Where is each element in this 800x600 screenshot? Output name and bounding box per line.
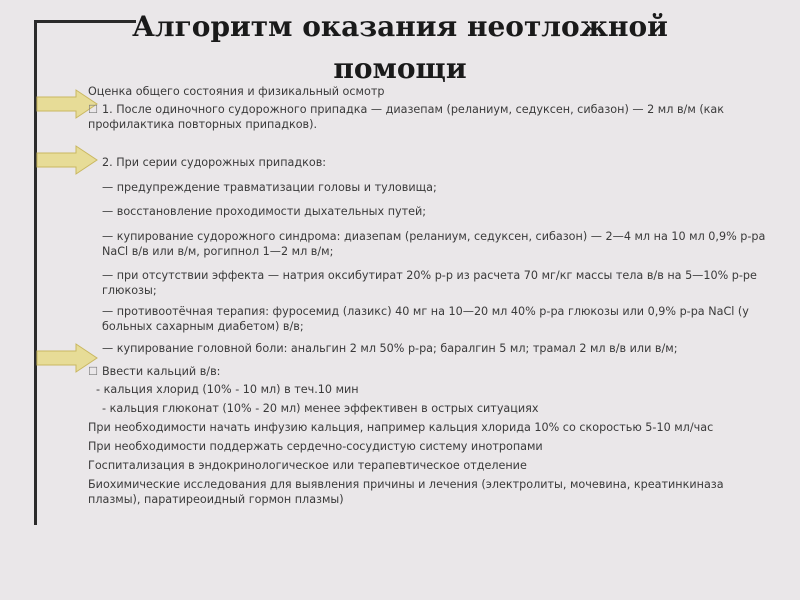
arrow-right-icon: [36, 145, 98, 175]
text-line: — купирование судорожного синдрома: диазепам (реланиум, седуксен, сибазон) — 2—4 мл на 10 мл 0,9% р-ра NaCl в/в или в/м, рогипнол 1—2 мл в/м;: [102, 230, 766, 258]
text-line: Госпитализация в эндокринологическое или терапевтическое отделение: [88, 459, 527, 472]
list-item-text: Ввести кальций в/в:: [102, 365, 221, 378]
text-line: - кальция хлорид (10% - 10 мл) в теч.10 мин: [96, 383, 359, 396]
list-item: [88, 102, 778, 132]
text-line: - кальция глюконат (10% - 20 мл) менее эффективен в острых ситуациях: [102, 402, 539, 415]
list-item-text: 1. После одиночного судорожного припадка — диазепам (реланиум, седуксен, сибазон) — 2 мл в/м (как профилактика повторных припадков).: [88, 103, 725, 131]
text-line: При необходимости начать инфузию кальция, например кальция хлорида 10% со скоростью 5-10 мл/час: [88, 421, 714, 434]
title-line-2: помощи: [333, 52, 467, 85]
slide-title: [110, 6, 690, 90]
text-line: 2. При серии судорожных припадков:: [102, 156, 327, 169]
checkbox-bullet-icon: ☐: [88, 103, 99, 116]
text-line: При необходимости поддержать сердечно-сосудистую систему инотропами: [88, 440, 543, 453]
list-item: [88, 364, 778, 379]
text-line: Биохимические исследования для выявления причины и лечения (электролиты, мочевина, креатинкиназа плазмы), паратиреоидный гормон плазмы): [88, 478, 724, 506]
text-line: Оценка общего состояния и физикальный осмотр: [88, 85, 385, 98]
text-line: — при отсутствии эффекта — натрия оксибутират 20% р-р из расчета 70 мг/кг массы тела в/в на 5—10% р-ре глюкозы;: [102, 269, 757, 297]
title-line-1: Алгоритм оказания неотложной: [132, 10, 668, 43]
text-line: — купирование головной боли: анальгин 2 мл 50% р-ра; баралгин 5 мл; трамал 2 мл в/в или в/м;: [102, 342, 678, 355]
text-line: — предупреждение травматизации головы и туловища;: [102, 181, 437, 194]
text-line: — противоотёчная терапия: фуросемид (лазикс) 40 мг на 10—20 мл 40% р-ра глюкозы или 0,9% р-ра NaCl (у больных сахарным диабетом) в/в;: [102, 305, 749, 333]
text-line: — восстановление проходимости дыхательных путей;: [102, 205, 427, 218]
checkbox-bullet-icon: ☐: [88, 365, 99, 378]
